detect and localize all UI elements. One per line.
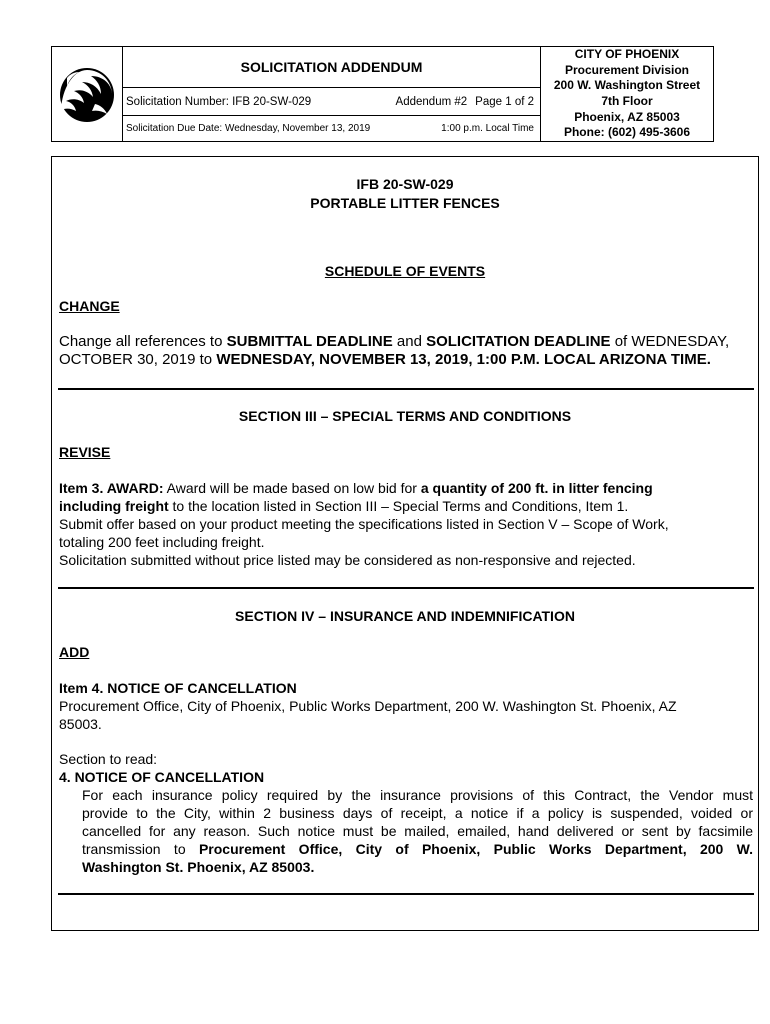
- solicitation-row: [123, 88, 540, 116]
- change-label: CHANGE: [59, 298, 120, 314]
- city-floor: 7th Floor: [601, 94, 653, 108]
- section4-item: Item 4. NOTICE OF CANCELLATION Procurement Office, City of Phoenix, Public Works Department, 200 W. Washington St. Phoenix, AZ 85003.: [59, 680, 677, 732]
- addendum-page: [396, 96, 534, 108]
- notice-paragraph: For each insurance policy required by the insurance provisions of this Contract, the Vendor must provide to the City, within 2 business days of receipt, a notice if a policy is suspended, voided or cancelled for any reason. Such notice must be mailed, emailed, hand delivered or sent by facsimile transmission to Procurement Office, City of Phoenix, Public Works Department, 200 W. Washington St. Phoenix, AZ 85003.: [82, 787, 753, 875]
- page-number: Page 1 of 2: [475, 95, 534, 108]
- revise-label: REVISE: [59, 444, 111, 460]
- section4-heading: SECTION IV – INSURANCE AND INDEMNIFICATION: [235, 608, 575, 624]
- divider: [58, 388, 754, 390]
- phoenix-bird-logo-icon: [57, 64, 117, 124]
- due-time: 1:00 p.m. Local Time: [441, 123, 534, 134]
- city-state-zip: Phoenix, AZ 85003: [574, 109, 680, 124]
- addendum-number: Addendum #2: [395, 95, 468, 108]
- section-to-read: Section to read:: [59, 751, 158, 767]
- due-date: Solicitation Due Date: Wednesday, November 13, 2019: [126, 123, 371, 134]
- divider: [58, 587, 754, 589]
- divider: [58, 893, 754, 895]
- due-date-row: [123, 116, 540, 141]
- logo-cell: [52, 47, 123, 141]
- ifb-title: PORTABLE LITTER FENCES: [310, 195, 500, 211]
- city-street: 200 W. Washington Street: [553, 78, 701, 93]
- section3-heading: SECTION III – SPECIAL TERMS AND CONDITIONS: [238, 408, 572, 424]
- ifb-number: IFB 20-SW-029: [356, 176, 454, 192]
- city-division: Procurement Division: [564, 62, 690, 77]
- city-name: CITY OF PHOENIX: [574, 47, 680, 62]
- city-address: [541, 47, 713, 141]
- notice-heading: 4. NOTICE OF CANCELLATION: [59, 769, 265, 785]
- solicitation-number: Solicitation Number: IFB 20-SW-029: [126, 95, 312, 108]
- addendum-body: [51, 156, 759, 931]
- schedule-heading: SCHEDULE OF EVENTS: [324, 263, 486, 279]
- section3-paragraph: Item 3. AWARD: Award will be made based on low bid for a quantity of 200 ft. in litter fencing including freight to the location listed in Section III – Special Terms and Conditions, Item 1. Submit offer based on your product meeting the specifications listed in Section V – Scope of Work, totaling 200 feet including freight. Solicitation submitted without price listed may be considered as non-responsive and rejected.: [59, 480, 669, 568]
- city-phone: Phone: (602) 495-3606: [563, 125, 691, 140]
- addendum-header: [51, 46, 714, 142]
- document-title: SOLICITATION ADDENDUM: [123, 47, 540, 88]
- header-middle: [123, 47, 541, 141]
- add-label: ADD: [59, 644, 90, 660]
- schedule-paragraph: Change all references to SUBMITTAL DEADLINE and SOLICITATION DEADLINE of WEDNESDAY, OCTOBER 30, 2019 to WEDNESDAY, NOVEMBER 13, 2019, 1:00 P.M. LOCAL ARIZONA TIME.: [59, 333, 730, 368]
